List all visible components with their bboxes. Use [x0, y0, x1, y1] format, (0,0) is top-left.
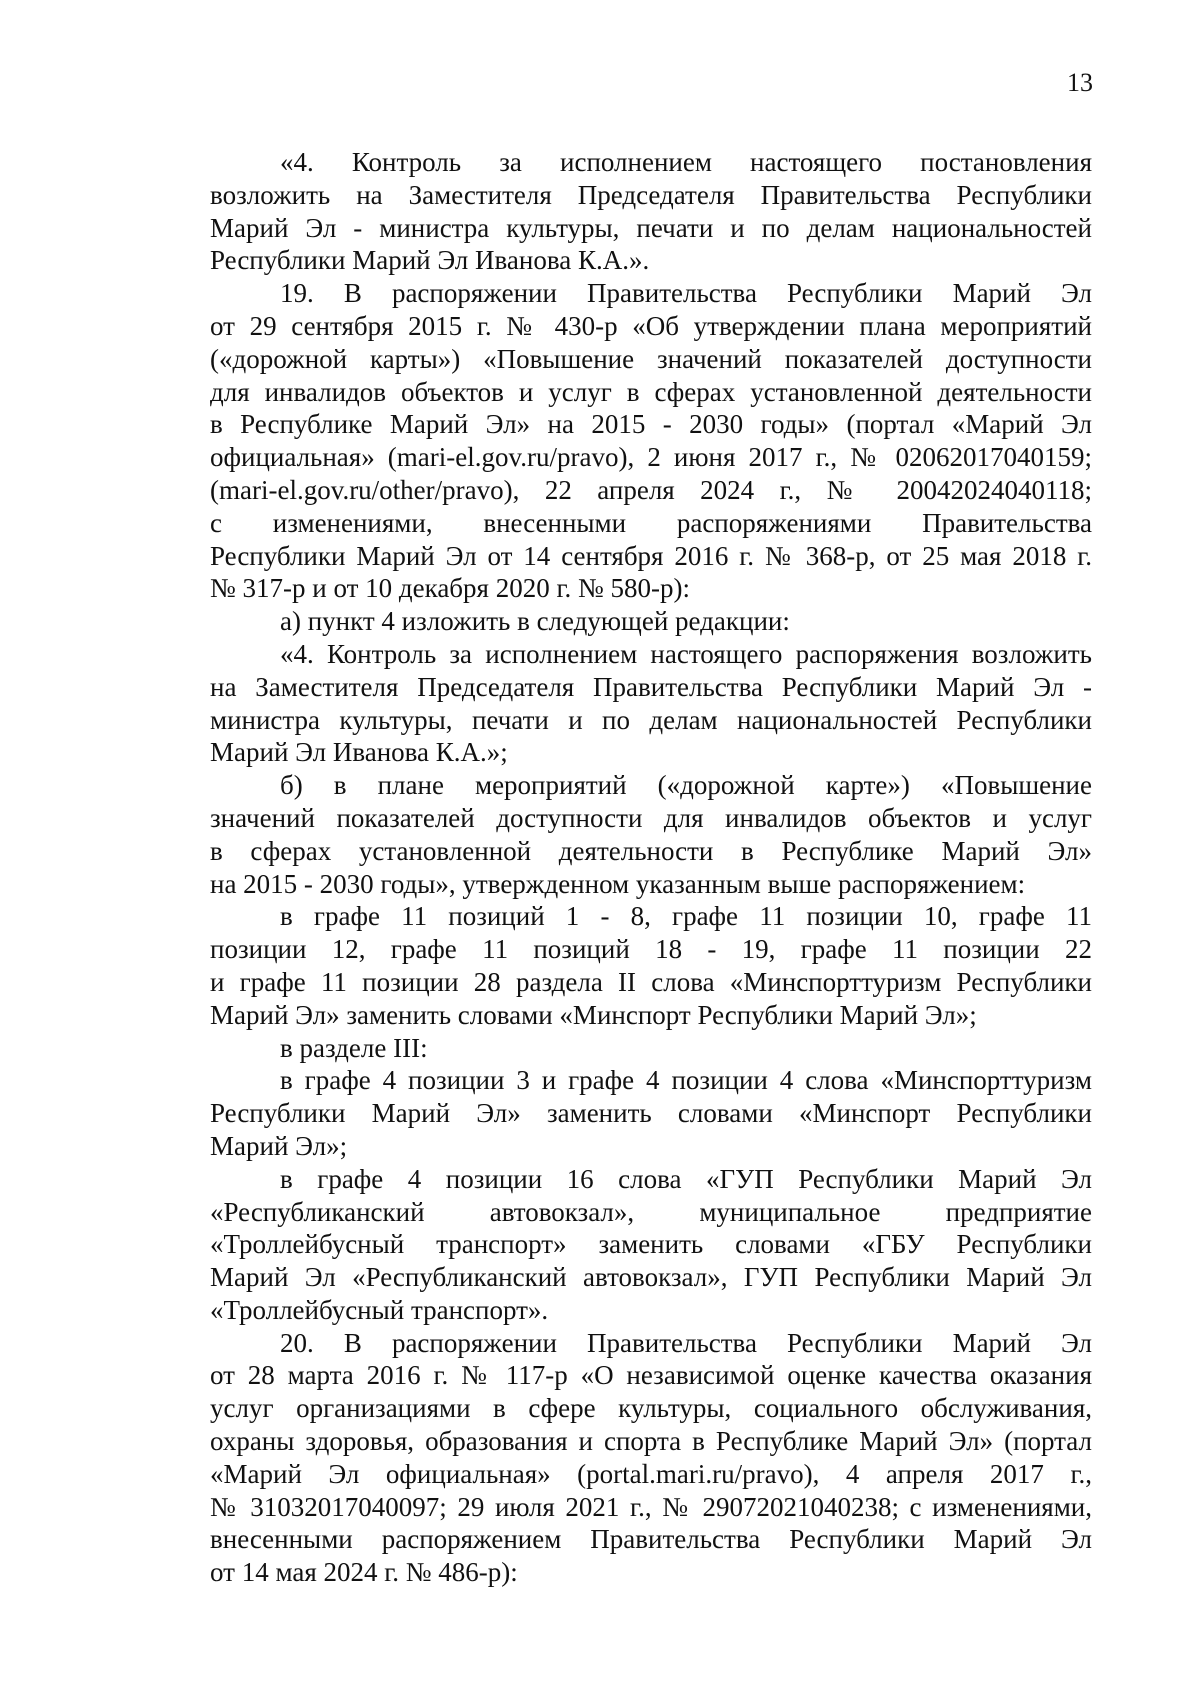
text-line: для инвалидов объектов и услуг в сферах установленной деятельности	[210, 376, 1092, 407]
text-line: «Республиканский автовокзал», муниципальное предприятие	[210, 1196, 1092, 1227]
text-line: («дорожной карты») «Повышение значений показателей доступности	[210, 343, 1092, 374]
text-line: и графе 11 позиции 28 раздела II слова «Минспорттуризм Республики	[210, 966, 1092, 997]
text-line: на 2015 - 2030 годы», утвержденном указанным выше распоряжением:	[210, 868, 1026, 899]
text-line: официальная» (mari-el.gov.ru/pravo), 2 июня 2017 г., № 02062017040159;	[210, 442, 1092, 473]
text-line: от 29 сентября 2015 г. № 430-р «Об утверждении плана мероприятий	[210, 310, 1092, 341]
text-line: «Троллейбусный транспорт».	[210, 1294, 549, 1325]
text-line: в графе 11 позиций 1 - 8, графе 11 позиции 10, графе 11	[280, 901, 1092, 932]
text-line: в графе 4 позиции 16 слова «ГУП Республики Марий Эл	[280, 1163, 1092, 1194]
text-line: от 14 мая 2024 г. № 486-р):	[210, 1557, 518, 1588]
text-line: б) в плане мероприятий («дорожной карте») «Повышение	[280, 770, 1092, 801]
text-line: № 317-р и от 10 декабря 2020 г. № 580-р):	[210, 573, 690, 604]
text-line: (mari-el.gov.ru/other/pravo), 22 апреля 2024 г., № 20042024040118;	[210, 474, 1092, 505]
text-line: значений показателей доступности для инвалидов объектов и услуг	[210, 802, 1092, 833]
text-line: Марий Эл «Республиканский автовокзал», ГУП Республики Марий Эл	[210, 1262, 1092, 1293]
text-line: в разделе III:	[280, 1032, 428, 1063]
page-number: 13	[1067, 68, 1093, 97]
text-line: возложить на Заместителя Председателя Правительства Республики	[210, 179, 1092, 210]
text-line: позиции 12, графе 11 позиций 18 - 19, графе 11 позиции 22	[210, 934, 1092, 965]
text-line: охраны здоровья, образования и спорта в Республике Марий Эл» (портал	[210, 1426, 1092, 1457]
text-line: «Марий Эл официальная» (portal.mari.ru/pravo), 4 апреля 2017 г.,	[210, 1458, 1092, 1489]
text-line: 19. В распоряжении Правительства Республики Марий Эл	[280, 278, 1092, 309]
text-line: в Республике Марий Эл» на 2015 - 2030 годы» (портал «Марий Эл	[210, 409, 1092, 440]
text-line: а) пункт 4 изложить в следующей редакции:	[280, 606, 790, 637]
text-line: Республики Марий Эл Иванова К.А.».	[210, 245, 650, 276]
text-line: 20. В распоряжении Правительства Республики Марий Эл	[280, 1327, 1092, 1358]
text-line: Марий Эл»;	[210, 1130, 348, 1161]
text-line: министра культуры, печати и по делам национальностей Республики	[210, 704, 1092, 735]
text-line: от 28 марта 2016 г. № 117-р «О независимой оценке качества оказания	[210, 1360, 1092, 1391]
document-body	[210, 146, 1092, 1589]
text-line: Марий Эл» заменить словами «Минспорт Республики Марий Эл»;	[210, 999, 977, 1030]
text-line: Марий Эл Иванова К.А.»;	[210, 737, 508, 768]
text-line: Марий Эл - министра культуры, печати и по делам национальностей	[210, 212, 1092, 243]
text-line: в сферах установленной деятельности в Республике Марий Эл»	[210, 835, 1092, 866]
text-line: с изменениями, внесенными распоряжениями Правительства	[210, 507, 1092, 538]
text-line: в графе 4 позиции 3 и графе 4 позиции 4 слова «Минспорттуризм	[280, 1065, 1092, 1096]
text-line: Республики Марий Эл от 14 сентября 2016 г. № 368-р, от 25 мая 2018 г.	[210, 540, 1092, 571]
text-line: Республики Марий Эл» заменить словами «Минспорт Республики	[210, 1098, 1092, 1129]
text-line: внесенными распоряжением Правительства Республики Марий Эл	[210, 1524, 1092, 1555]
text-line: № 31032017040097; 29 июля 2021 г., № 29072021040238; с изменениями,	[210, 1491, 1092, 1522]
text-line: «Троллейбусный транспорт» заменить словами «ГБУ Республики	[210, 1229, 1092, 1260]
text-line: «4. Контроль за исполнением настоящего постановления	[280, 147, 1092, 177]
text-line: услуг организациями в сфере культуры, социального обслуживания,	[210, 1393, 1092, 1424]
text-line: «4. Контроль за исполнением настоящего распоряжения возложить	[280, 638, 1092, 669]
text-line: на Заместителя Председателя Правительства Республики Марий Эл -	[210, 671, 1092, 702]
